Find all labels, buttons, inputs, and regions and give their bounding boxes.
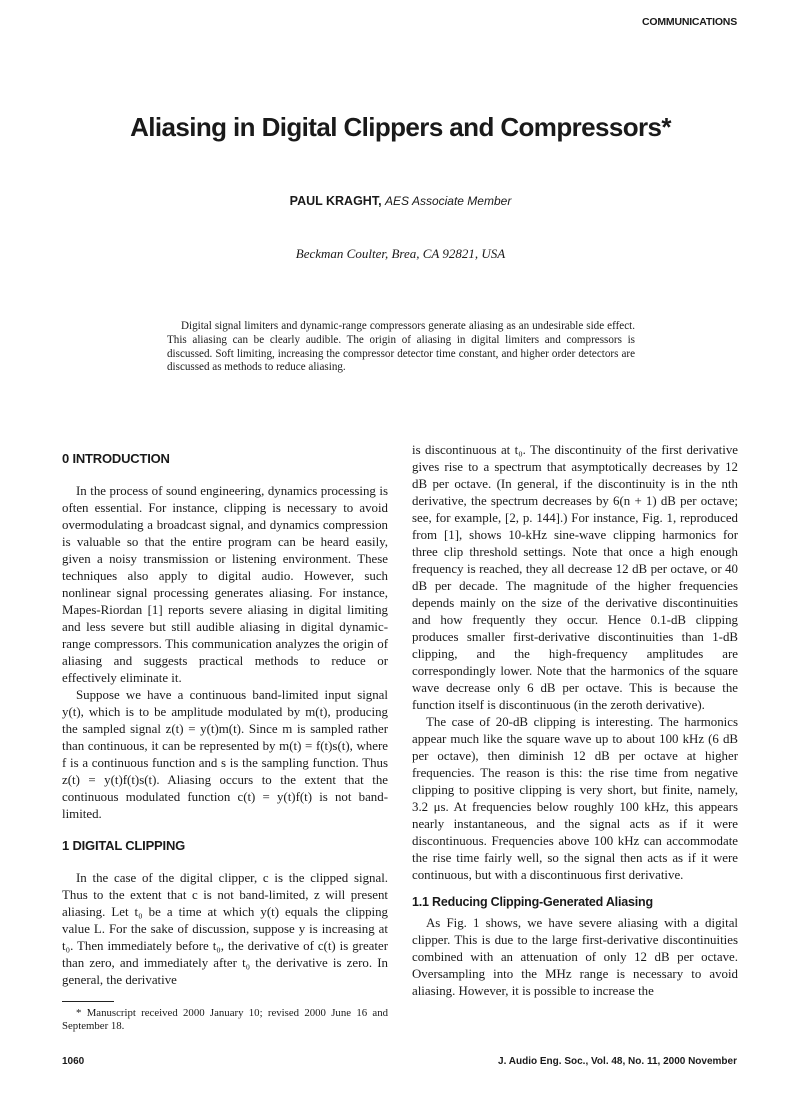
page-number: 1060 [62, 1056, 85, 1067]
paragraph: The case of 20-dB clipping is interesting. The harmonics appear much like the square wave up to about 100 kHz (6 dB per octave), then diminish 12 dB per octave at higher frequencies. The reason is this: the rise time from negative clipping to positive clipping is very short, but finite, namely, 3.2 μs. At frequencies below roughly 100 kHz, this appears nearly instantaneous, and the signal acts as if it were discontinuous. Frequencies above 100 kHz can accommodate the rise time fairly well, so the signal then acts as if it were continuous, but with a discontinuous first derivative. [412, 715, 738, 882]
left-column [62, 442, 388, 989]
author-name: PAUL KRAGHT, [289, 194, 382, 208]
paragraph: In the case of the digital clipper, c is the clipped signal. Thus to the extent that c is not band-limited, z will present aliasing. Let t₀ be a time at which y(t) equals the clipping value L. For the sake of discussion, suppose y is increasing at t₀. Then immediately before t₀, the derivative of c(t) is greater than zero, and immediately after t₀ the derivative is zero. In general, the derivative [62, 871, 388, 987]
paragraph: In the process of sound engineering, dynamics processing is often essential. For instance, clipping is necessary to avoid overmodulating a broadcast signal, and dynamics compression is valuable so that the entire program can be heard easily, given a noisy transmission or listening environment. These techniques also apply to digital audio. However, such nonlinear signal processing generates aliasing. For instance, Mapes-Riordan [1] reports severe aliasing in digital limiting and less severe but still audible aliasing in digital dynamic-range compressors. This communication analyzes the origin of aliasing and suggests practical methods to reduce or effectively eliminate it. [62, 484, 388, 685]
paper-title: Aliasing in Digital Clippers and Compressors* [130, 112, 671, 142]
paragraph: Suppose we have a continuous band-limited input signal y(t), which is to be amplitude modulated by m(t), producing the sampled signal z(t) = y(t)m(t). Since m is sampled rather than continuous, it can be represented by m(t) = f(t)s(t), where f is a continuous function and s is the sampling function. Thus z(t) = y(t)f(t)s(t). Aliasing occurs to the extent that the continuous modulated function c(t) = y(t)f(t) is not band-limited. [62, 688, 388, 821]
author-line [0, 194, 801, 208]
abstract: Digital signal limiters and dynamic-range compressors generate aliasing as an undesirable side effect. This aliasing can be clearly audible. The origin of aliasing in digital limiters and compressors is discussed. Soft limiting, increasing the compressor detector time constant, and higher order detectors are discussed as methods to reduce aliasing. [167, 320, 635, 374]
running-header-section: COMMUNICATIONS [642, 16, 737, 28]
footnote-divider [62, 1001, 114, 1002]
footnote-manuscript: * Manuscript received 2000 January 10; revised 2000 June 16 and September 18. [62, 1007, 388, 1032]
right-column [412, 442, 738, 1000]
paragraph: As Fig. 1 shows, we have severe aliasing with a digital clipper. This is due to the large first-derivative discontinuities combined with an attenuation of only 12 dB per octave. Oversampling into the MHz range is necessary to avoid aliasing. However, it is possible to increase the [412, 916, 738, 998]
section-heading-introduction: 0 INTRODUCTION [62, 451, 170, 466]
author-membership: AES Associate Member [385, 194, 512, 208]
subsection-heading-reducing-aliasing: 1.1 Reducing Clipping-Generated Aliasing [412, 895, 653, 909]
journal-citation: J. Audio Eng. Soc., Vol. 48, No. 11, 2000 November [498, 1056, 737, 1067]
author-affiliation: Beckman Coulter, Brea, CA 92821, USA [295, 246, 506, 261]
section-heading-digital-clipping: 1 DIGITAL CLIPPING [62, 838, 186, 853]
paragraph: is discontinuous at t₀. The discontinuity of the first derivative gives rise to a spectrum that asymptotically decreases by 12 dB per octave. (In general, if the discontinuity is in the nth derivative, the spectrum decreases by 6(n + 1) dB per octave; see, for example, [2, p. 144].) For instance, Fig. 1, reproduced from [1], shows 10-kHz sine-wave clipping harmonics for three clip threshold settings. Note that once a high enough frequency is reached, they all decrease 12 dB per octave, or 40 dB per decade. The magnitude of the higher frequencies depends mainly on the size of the derivative discontinuities and how frequently they occur. Hence 0.1-dB clipping produces smaller first-derivative discontinuities than 1-dB clipping, and the high-frequency amplitudes are correspondingly lower. Note that the harmonics of the square wave decrease only 6 dB per octave. This is because the function itself is discontinuous (in the zeroth derivative). [412, 443, 738, 712]
